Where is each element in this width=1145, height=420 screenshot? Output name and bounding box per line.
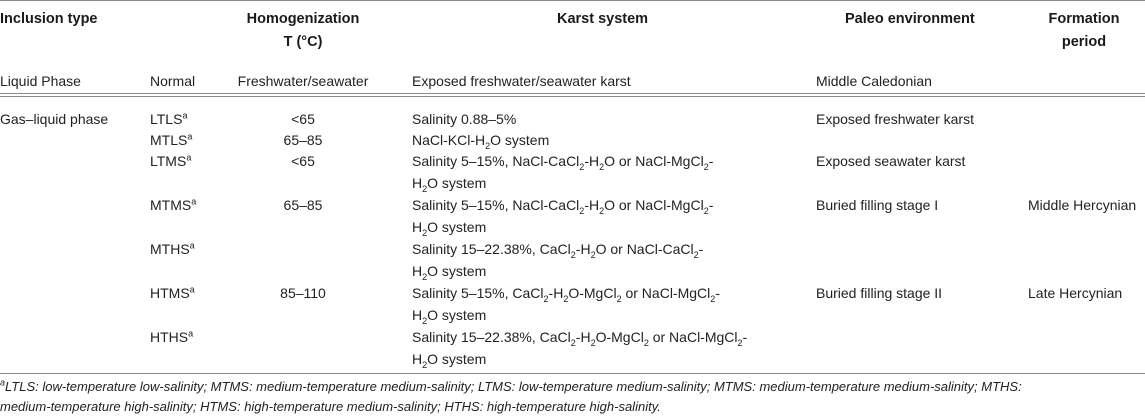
cell-temp-ltls: <65 xyxy=(291,111,315,127)
cell-temp-mtms: 65–85 xyxy=(283,197,323,213)
cell-karst-ltms-line1: Salinity 5–15%, NaCl-$CaCl_2-H_2O$ or NaCl-MgCl$_2$- xyxy=(412,153,714,172)
cell-paleo-liquid: Middle Caledonian xyxy=(816,73,932,89)
cell-paleo-ltms: Exposed seawater karst xyxy=(816,153,966,169)
footnote-line-1: $^a$LTLS: low-temperature low-salinity; MTMS: medium-temperature medium-salinity; LTMS: low-temperature medium-salinity; MTMS: medium-temperature medium-salinity; MTHS: xyxy=(0,377,1022,394)
footnote xyxy=(0,377,1145,417)
cell-code-mtms: MTMS$^a$ xyxy=(150,196,197,213)
header-karst-system: Karst system xyxy=(557,11,649,27)
cell-temp-htms: 85–110 xyxy=(280,285,326,301)
cell-karst-mtls: NaCl-$KCl-H_2O$ system xyxy=(412,132,550,151)
bottom-rule xyxy=(0,373,1145,374)
header-inclusion-type: Inclusion type xyxy=(0,11,98,27)
cell-normal: Normal xyxy=(150,73,196,89)
cell-temp-ltms: <65 xyxy=(291,153,315,169)
cell-temp-mtls: 65–85 xyxy=(283,132,323,148)
cell-code-htms: HTMS$^a$ xyxy=(150,284,195,301)
header-homogenization: Homogenization xyxy=(246,11,360,27)
group-rule xyxy=(0,96,1145,97)
cell-karst-mtms-line1: Salinity 5–15%, NaCl-$CaCl_2-H_2O$ or NaCl-MgCl$_2$- xyxy=(412,197,714,216)
cell-period-mtms: Middle Hercynian xyxy=(1028,197,1137,213)
cell-paleo-mtms: Buried filling stage I xyxy=(816,197,939,213)
footnote-line-2: medium-temperature high-salinity; HTMS: high-temperature medium-salinity; HTHS: high-temperature high-salinity. xyxy=(0,399,661,414)
header-paleo-environment: Paleo environment xyxy=(845,11,975,27)
top-rule xyxy=(0,0,1145,1)
cell-paleo-htms: Buried filling stage II xyxy=(816,285,943,301)
cell-karst-hths-line2: $H_2O$ system xyxy=(412,351,487,370)
header-period: period xyxy=(1061,34,1107,50)
cell-temp-liquid: Freshwater/seawater xyxy=(237,73,369,89)
cell-karst-mths-line1: Salinity 15–22.38%, $CaCl_2-H_2O$ or NaCl-CaCl$_2$- xyxy=(412,241,704,260)
header-rule xyxy=(0,93,1145,94)
cell-liquid-phase: Liquid Phase xyxy=(0,73,81,89)
header-formation: Formation xyxy=(1048,11,1120,27)
cell-karst-ltms-line2: $H_2O$ system xyxy=(412,175,487,194)
cell-karst-mths-line2: $H_2O$ system xyxy=(412,263,487,282)
cell-paleo-ltls: Exposed freshwater karst xyxy=(816,111,974,127)
cell-karst-htms-line1: Salinity 5–15%, $CaCl_2-H_2O-MgCl_2$ or NaCl-MgCl$_2$- xyxy=(412,285,720,304)
cell-code-mths: MTHS$^a$ xyxy=(150,240,195,257)
cell-code-ltms: LTMS$^a$ xyxy=(150,152,192,169)
header-temperature: T (°C) xyxy=(283,34,323,50)
cell-karst-mtms-line2: $H_2O$ system xyxy=(412,219,487,238)
cell-gas-liquid-phase: Gas–liquid phase xyxy=(0,111,109,127)
cell-karst-htms-line2: $H_2O$ system xyxy=(412,307,487,326)
cell-karst-ltls: Salinity 0.88–5% xyxy=(412,111,517,127)
cell-code-mtls: MTLS$^a$ xyxy=(150,131,193,148)
cell-karst-hths-line1: Salinity 15–22.38%, $CaCl_2-H_2O-MgCl_2$ or NaCl-MgCl$_2$- xyxy=(412,329,748,348)
cell-code-ltls: LTLS$^a$ xyxy=(150,110,188,127)
cell-karst-liquid: Exposed freshwater/seawater karst xyxy=(412,73,631,89)
cell-code-hths: HTHS$^a$ xyxy=(150,328,194,345)
cell-period-htms: Late Hercynian xyxy=(1028,285,1123,301)
